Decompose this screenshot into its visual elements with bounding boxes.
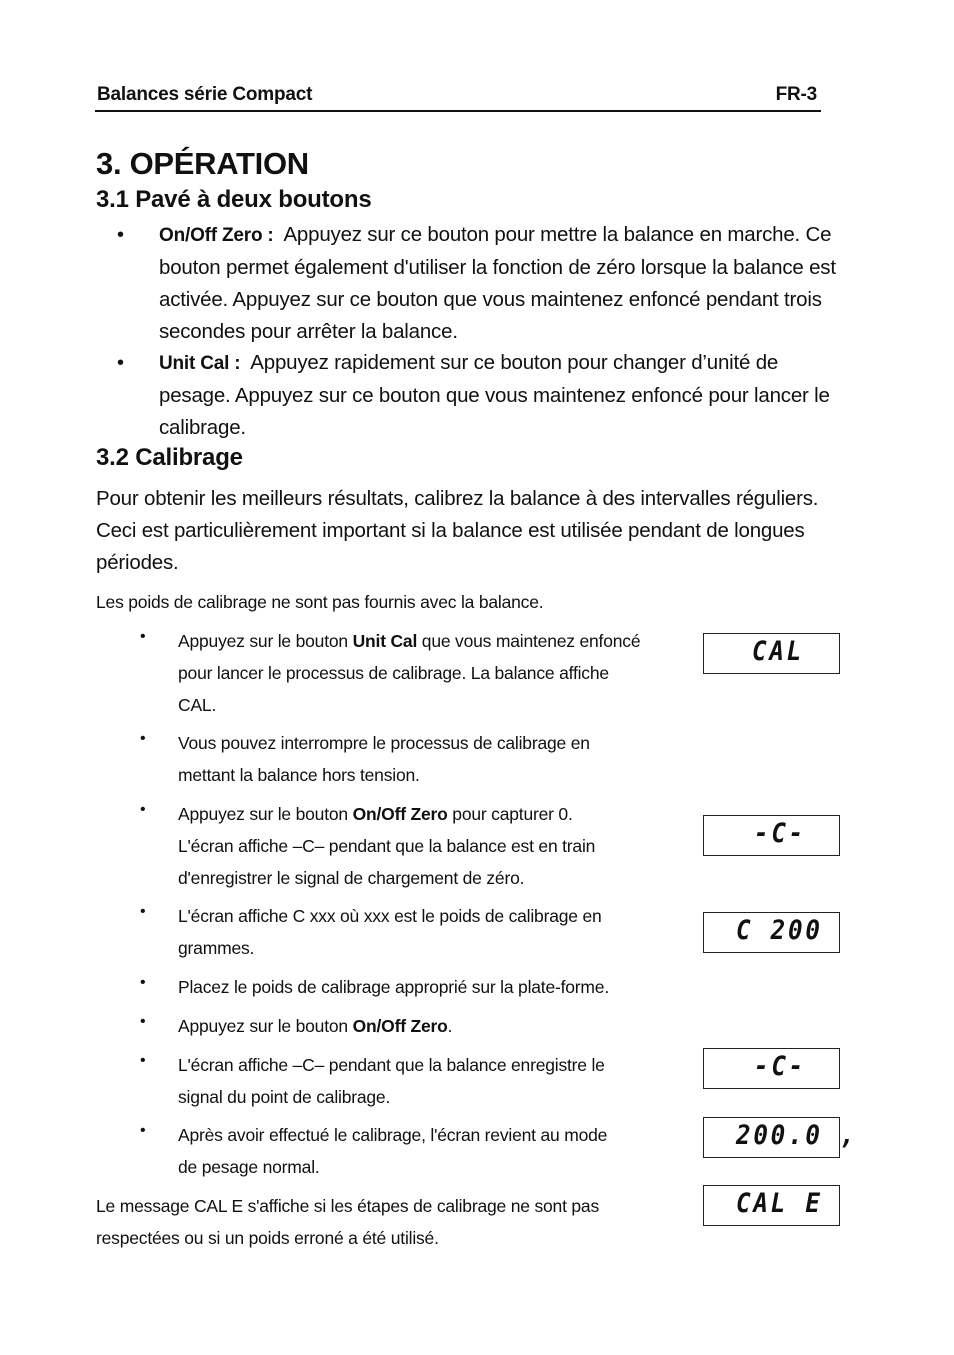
- bullet: •: [140, 1013, 146, 1030]
- onoff-zero-bold: On/Off Zero: [352, 804, 448, 824]
- step-2: [178, 727, 590, 791]
- onoff-description: [159, 219, 859, 348]
- text-line: respectées ou si un poids erroné a été utilisé.: [96, 1228, 439, 1248]
- text-line: bouton permet également d'utiliser la fonction de zéro lorsque la balance est: [159, 256, 836, 279]
- text-line: mettant la balance hors tension.: [178, 765, 420, 785]
- bullet: •: [117, 352, 125, 374]
- text-line: pour lancer le processus de calibrage. La balance affiche: [178, 663, 609, 683]
- text-line: Après avoir effectué le calibrage, l'écran revient au mode: [178, 1125, 608, 1145]
- lcd-display-cal-e: [703, 1185, 840, 1226]
- text-line: Vous pouvez interrompre le processus de calibrage en: [178, 733, 590, 753]
- text-fragment: Appuyez sur le bouton: [178, 1016, 353, 1036]
- step-1: [178, 625, 640, 721]
- text-line: activée. Appuyez sur ce bouton que vous maintenez enfoncé pendant trois: [159, 288, 822, 311]
- step-3: [178, 798, 595, 894]
- lcd-display-dash-c: [703, 1048, 840, 1089]
- text-fragment: pour capturer 0.: [447, 804, 573, 824]
- bullet: •: [140, 730, 146, 747]
- bullet: •: [140, 1052, 146, 1069]
- text-line: L'écran affiche –C– pendant que la balance est en train: [178, 836, 596, 856]
- text-line: pesage. Appuyez sur ce bouton que vous maintenez enfoncé pour lancer le: [159, 384, 830, 407]
- calibration-intro: [96, 483, 856, 579]
- text-line: d'enregistrer le signal de chargement de zéro.: [178, 868, 525, 888]
- weights-note: Les poids de calibrage ne sont pas fournis avec la balance.: [96, 592, 544, 612]
- text-line: Pour obtenir les meilleurs résultats, calibrez la balance à des intervalles réguliers.: [96, 487, 819, 510]
- text-fragment: .: [447, 1016, 453, 1036]
- text-line: CAL.: [178, 695, 217, 715]
- text-line: périodes.: [96, 551, 179, 574]
- cal-error-note: [96, 1190, 599, 1254]
- text-line: calibrage.: [159, 416, 246, 439]
- step-7: [178, 1049, 605, 1113]
- unitcal-description: [159, 347, 859, 444]
- page-header: [95, 84, 821, 112]
- step-4: [178, 900, 602, 964]
- lcd-display-c200: [703, 912, 840, 953]
- text-line: Ceci est particulièrement important si la balance est utilisée pendant de longues: [96, 519, 805, 542]
- lcd-display-weight: [703, 1117, 858, 1158]
- bullet: •: [140, 974, 146, 991]
- bullet: •: [140, 1122, 146, 1139]
- bullet: •: [117, 224, 125, 246]
- bullet: •: [140, 628, 146, 645]
- header-title: Balances série Compact: [97, 84, 313, 105]
- text-fragment: que vous maintenez enfoncé: [417, 631, 641, 651]
- onoff-zero-bold: On/Off Zero: [352, 1016, 448, 1036]
- lcd-text: -C-: [754, 1051, 807, 1082]
- text-line: grammes.: [178, 938, 255, 958]
- text-line: Placez le poids de calibrage approprié sur la plate-forme.: [178, 977, 610, 997]
- chapter-title: 3. OPÉRATION: [96, 146, 309, 181]
- lcd-text: 200.0 ,: [736, 1120, 858, 1151]
- step-5: [178, 971, 609, 1003]
- page-number: FR-3: [775, 84, 817, 105]
- text-line: secondes pour arrêter la balance.: [159, 320, 458, 343]
- onoff-label: On/Off Zero :: [159, 225, 274, 246]
- text-line: Appuyez rapidement sur ce bouton pour changer d’unité de: [250, 351, 779, 374]
- lcd-text: CAL: [752, 636, 805, 667]
- section-heading-buttons: 3.1 Pavé à deux boutons: [96, 186, 372, 213]
- step-8: [178, 1119, 607, 1183]
- text-fragment: Appuyez sur le bouton: [178, 804, 353, 824]
- unitcal-label: Unit Cal :: [159, 353, 241, 374]
- step-6: [178, 1010, 452, 1042]
- text-line: Appuyez sur ce bouton pour mettre la balance en marche. Ce: [283, 223, 832, 246]
- bullet: •: [140, 903, 146, 920]
- lcd-text: CAL E: [736, 1188, 823, 1219]
- text-line: L'écran affiche C xxx où xxx est le poids de calibrage en: [178, 906, 602, 926]
- text-line: de pesage normal.: [178, 1157, 320, 1177]
- lcd-display-dash-c: [703, 815, 840, 856]
- lcd-text: -C-: [754, 818, 807, 849]
- bullet: •: [140, 801, 146, 818]
- text-line: signal du point de calibrage.: [178, 1087, 391, 1107]
- text-line: L'écran affiche –C– pendant que la balance enregistre le: [178, 1055, 605, 1075]
- unit-cal-bold: Unit Cal: [352, 631, 418, 651]
- lcd-text: C 200: [736, 915, 823, 946]
- section-heading-calibration: 3.2 Calibrage: [96, 444, 243, 471]
- text-fragment: Appuyez sur le bouton: [178, 631, 353, 651]
- text-line: Le message CAL E s'affiche si les étapes de calibrage ne sont pas: [96, 1196, 600, 1216]
- lcd-display-cal: [703, 633, 840, 674]
